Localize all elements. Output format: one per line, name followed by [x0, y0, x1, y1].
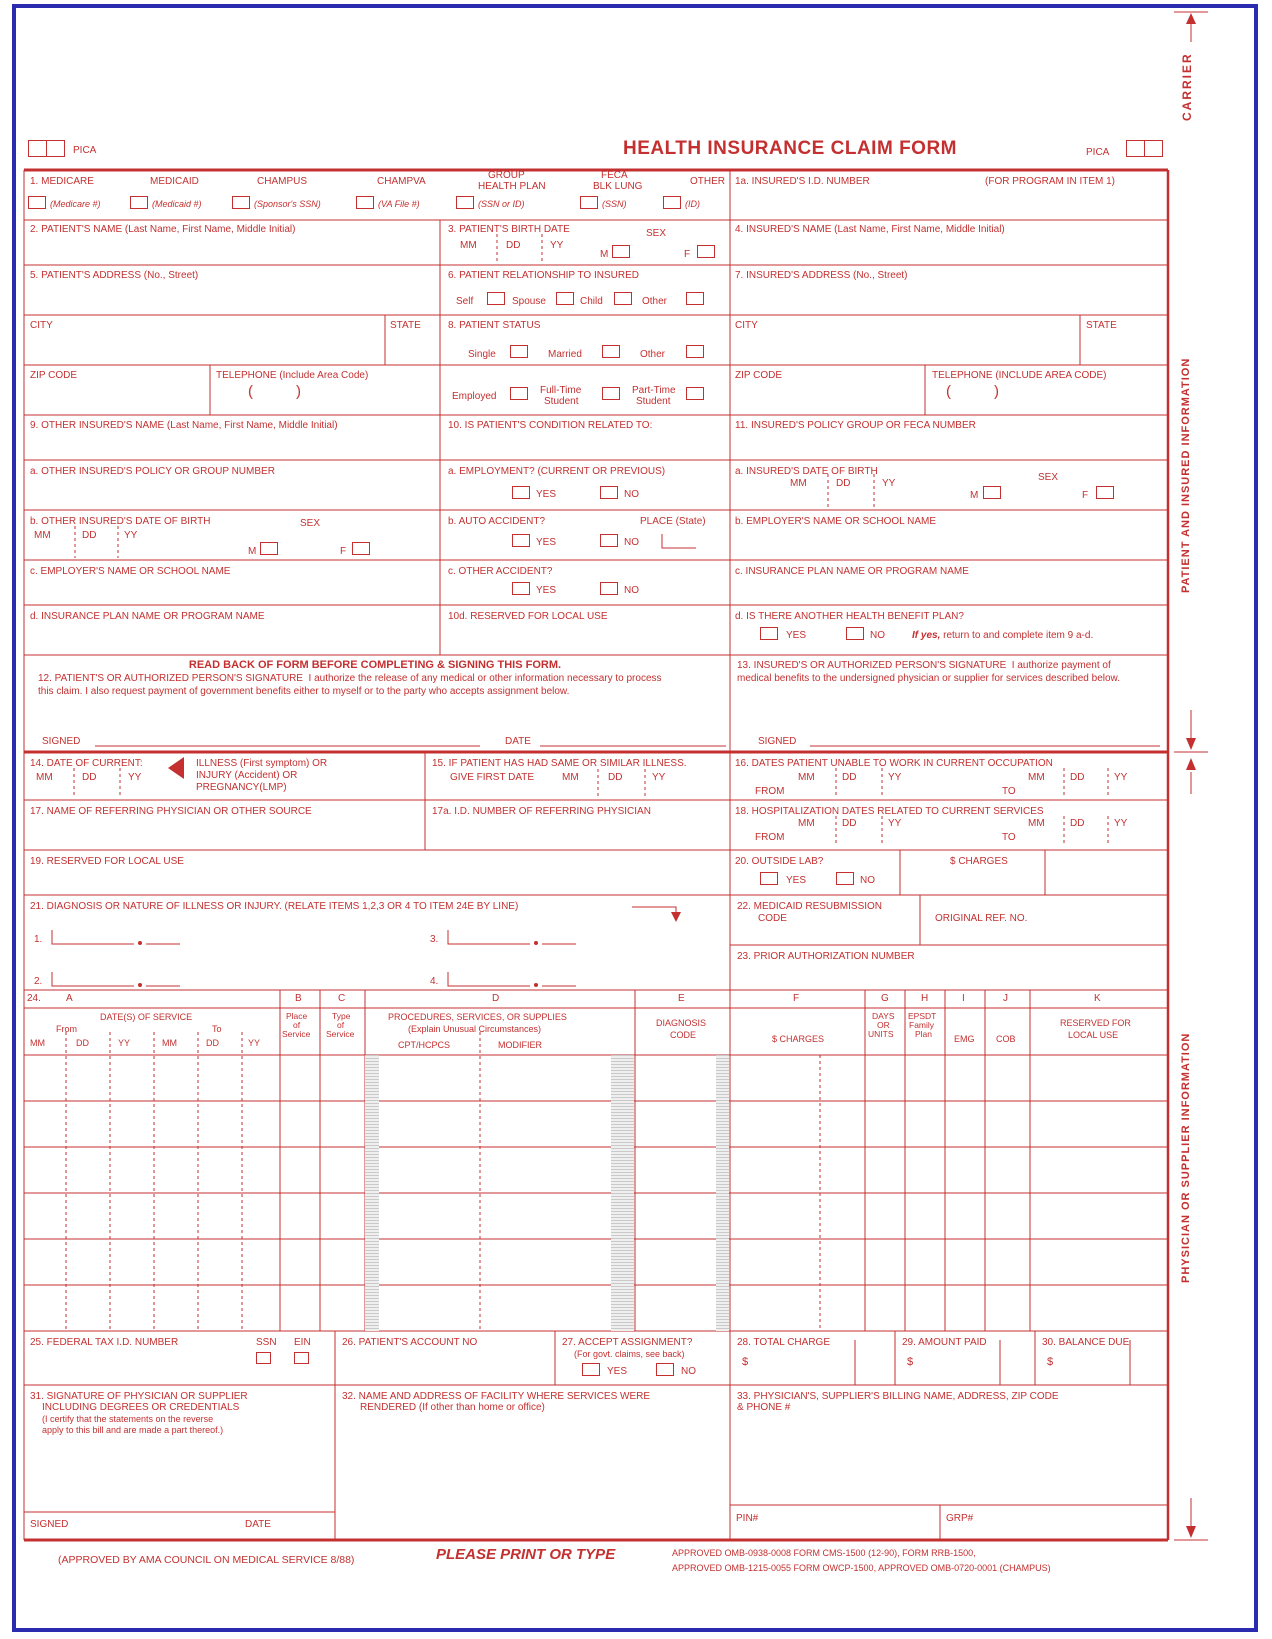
item30-dollar-sign: $	[1047, 1356, 1054, 1368]
item10d-label: 10d. RESERVED FOR LOCAL USE	[448, 611, 608, 622]
item27-no-checkbox[interactable]	[656, 1363, 674, 1376]
col-i-emg-label: EMG	[954, 1034, 975, 1044]
item23-label: 23. PRIOR AUTHORIZATION NUMBER	[737, 951, 915, 962]
item28-dollar-sign: $	[742, 1356, 749, 1368]
item2-label: 2. PATIENT'S NAME (Last Name, First Name, Middle Initial)	[30, 224, 296, 235]
item16-label: 16. DATES PATIENT UNABLE TO WORK IN CURRENT OCCUPATION	[735, 758, 1053, 769]
item31-label-2: INCLUDING DEGREES OR CREDENTIALS	[42, 1402, 240, 1413]
item19-label: 19. RESERVED FOR LOCAL USE	[30, 856, 184, 867]
item15-givefirstdate-label: GIVE FIRST DATE	[450, 772, 535, 783]
item10b-yes-label: YES	[536, 537, 557, 548]
item12-body: I authorize the release of any medical or other information necessary to process this claim. I also request payment of government benefits either to myself or to the party who accepts assignment below.	[38, 673, 662, 697]
item11d-no-checkbox[interactable]	[846, 627, 864, 640]
item11a-mm: MM	[790, 478, 807, 489]
item8-parttime-label-1: Part-Time	[632, 385, 676, 396]
item10b-yes-checkbox[interactable]	[512, 534, 530, 547]
item11d-ifyes-note	[912, 630, 1093, 641]
item9b-f-label: F	[340, 546, 347, 557]
item18-from-mm: MM	[798, 818, 815, 829]
item11a-yy: YY	[882, 478, 896, 489]
item1-group-checkbox[interactable]	[456, 196, 474, 209]
service-row-3[interactable]	[24, 1147, 1168, 1193]
item11a-f-label: F	[1082, 490, 1089, 501]
col-a-dd2: DD	[206, 1038, 219, 1048]
pica-box-right-2[interactable]	[1144, 140, 1163, 157]
col-h-epsdt-3: Plan	[915, 1029, 933, 1039]
item8-other-label: Other	[640, 349, 666, 360]
item1-medicaid-checkbox[interactable]	[130, 196, 148, 209]
form-title: HEALTH INSURANCE CLAIM FORM	[622, 138, 957, 159]
item13-text	[737, 660, 1147, 685]
item11a-m-label: M	[970, 490, 979, 501]
item16-from-yy: YY	[888, 772, 902, 783]
patient-state-label: STATE	[390, 320, 421, 331]
col-g-days-3: UNITS	[868, 1029, 894, 1039]
item10a-yes-checkbox[interactable]	[512, 486, 530, 499]
item1-group-sub: (SSN or ID)	[478, 199, 525, 209]
item22-label: 22. MEDICAID RESUBMISSION	[737, 901, 883, 912]
item6-child-label: Child	[580, 296, 603, 307]
patient-phone-rparen: )	[296, 383, 301, 400]
item1-medicare-sub: (Medicare #)	[50, 199, 101, 209]
item6-other-checkbox[interactable]	[686, 292, 704, 305]
item3-f-label: F	[684, 249, 691, 260]
col-b-letter: B	[295, 993, 302, 1004]
item1-medicare-label: 1. MEDICARE	[30, 176, 94, 187]
footer-ama-approval: (APPROVED BY AMA COUNCIL ON MEDICAL SERVICE 8/88)	[58, 1554, 355, 1566]
item16-from-label: FROM	[755, 786, 785, 797]
item20-yes-checkbox[interactable]	[760, 872, 778, 885]
item1-medicaid-label: MEDICAID	[150, 176, 199, 187]
item31-signed-label: SIGNED	[30, 1519, 69, 1530]
item10c-no-checkbox[interactable]	[600, 582, 618, 595]
item8-label: 8. PATIENT STATUS	[448, 320, 541, 331]
item11d-yes-checkbox[interactable]	[760, 627, 778, 640]
item18-from-dd: DD	[842, 818, 857, 829]
item8-fulltime-checkbox[interactable]	[602, 387, 620, 400]
col-d-proc-sub: (Explain Unusual Circumstances)	[408, 1024, 542, 1034]
item31-date-label: DATE	[245, 1519, 271, 1530]
insured-phone-lparen: (	[946, 383, 951, 400]
item11d-no-label: NO	[870, 630, 885, 641]
item21-diag4-label: 4.	[430, 976, 439, 987]
item27-yes-checkbox[interactable]	[582, 1363, 600, 1376]
item30-label: 30. BALANCE DUE	[1042, 1337, 1130, 1348]
item18-from-yy: YY	[888, 818, 902, 829]
item31-label-1: 31. SIGNATURE OF PHYSICIAN OR SUPPLIER	[30, 1391, 248, 1402]
insured-zip-label: ZIP CODE	[735, 370, 783, 381]
item8-employed-label: Employed	[452, 391, 497, 402]
item1-group-label-1: GROUP	[488, 170, 525, 181]
item9b-m-label: M	[248, 546, 257, 557]
item25-ein-label: EIN	[294, 1337, 311, 1348]
item11d-ifyes: If yes,	[912, 630, 941, 641]
item1a-note: (FOR PROGRAM IN ITEM 1)	[985, 176, 1115, 187]
patient-zip-label: ZIP CODE	[30, 370, 78, 381]
col-k-reserved-2: LOCAL USE	[1068, 1030, 1119, 1040]
item15-dd: DD	[608, 772, 623, 783]
item10b-no-label: NO	[624, 537, 639, 548]
item8-married-label: Married	[548, 349, 582, 360]
patient-insured-section-label: PATIENT AND INSURED INFORMATION	[1180, 357, 1192, 593]
item14-yy: YY	[128, 772, 142, 783]
service-row-6[interactable]	[24, 1285, 1168, 1331]
patient-phone-label: TELEPHONE (Include Area Code)	[216, 370, 369, 381]
item12-label: 12. PATIENT'S OR AUTHORIZED PERSON'S SIGNATURE	[38, 673, 303, 684]
item14-mm: MM	[36, 772, 53, 783]
item11d-label: d. IS THERE ANOTHER HEALTH BENEFIT PLAN?	[735, 611, 964, 622]
item3-f-checkbox[interactable]	[697, 245, 715, 258]
item27-label: 27. ACCEPT ASSIGNMENT?	[562, 1337, 693, 1348]
item22-origref-label: ORIGINAL REF. NO.	[935, 913, 1028, 924]
item8-fulltime-label-1: Full-Time	[540, 385, 582, 396]
item12-date-label: DATE	[505, 736, 531, 747]
item31-label-4: apply to this bill and are made a part thereof.)	[42, 1425, 224, 1435]
item13-body: I authorize payment of medical benefits to the undersigned physician or supplier for services described below.	[737, 660, 1120, 684]
item1-feca-checkbox[interactable]	[580, 196, 598, 209]
item14-pregnancy-label: PREGNANCY(LMP)	[196, 782, 287, 793]
item1-feca-label-2: BLK LUNG	[593, 181, 643, 192]
col-f-letter: F	[793, 993, 800, 1004]
item11a-label: a. INSURED'S DATE OF BIRTH	[735, 466, 878, 477]
footer-omb-line-1: APPROVED OMB-0938-0008 FORM CMS-1500 (12-90), FORM RRB-1500,	[672, 1548, 976, 1558]
item1-other-label: OTHER	[690, 176, 725, 187]
item33-grp-label: GRP#	[946, 1513, 974, 1524]
item14-dd: DD	[82, 772, 97, 783]
insured-phone-rparen: )	[994, 383, 999, 400]
item9b-mm: MM	[34, 530, 51, 541]
col-h-epsdt-1: EPSDT	[908, 1011, 937, 1021]
col-e-diagnosis-1: DIAGNOSIS	[656, 1018, 707, 1028]
item5-label: 5. PATIENT'S ADDRESS (No., Street)	[30, 270, 199, 281]
item6-self-label: Self	[456, 296, 474, 307]
item8-parttime-checkbox[interactable]	[686, 387, 704, 400]
item10b-no-checkbox[interactable]	[600, 534, 618, 547]
item13-label: 13. INSURED'S OR AUTHORIZED PERSON'S SIGNATURE	[737, 660, 1007, 671]
item10c-no-label: NO	[624, 585, 639, 596]
patient-phone-lparen: (	[248, 383, 253, 400]
insured-state-label: STATE	[1086, 320, 1117, 331]
col-a-from-label: From	[56, 1024, 77, 1034]
item10c-yes-label: YES	[536, 585, 557, 596]
item32-label-1: 32. NAME AND ADDRESS OF FACILITY WHERE SERVICES WERE	[342, 1391, 651, 1402]
service-row-4[interactable]	[24, 1193, 1168, 1239]
item3-yy: YY	[550, 240, 564, 251]
col-g-days-1: DAYS	[872, 1011, 895, 1021]
item1-champva-sub: (VA File #)	[378, 199, 420, 209]
footer-omb-line-2: APPROVED OMB-1215-0055 FORM OWCP-1500, APPROVED OMB-0720-0001 (CHAMPUS)	[672, 1563, 1051, 1573]
item12-text	[38, 673, 678, 698]
col-a-letter: A	[66, 993, 73, 1004]
item27-no-label: NO	[681, 1366, 696, 1377]
item8-other-checkbox[interactable]	[686, 345, 704, 358]
col-j-letter: J	[1003, 993, 1008, 1004]
item21-diag1-label: 1.	[34, 934, 43, 945]
carrier-section-label: CARRIER	[1180, 52, 1194, 122]
item31-label-3: (I certify that the statements on the reverse	[42, 1414, 214, 1424]
patient-city-label: CITY	[30, 320, 53, 331]
pica-label-left: PICA	[73, 145, 97, 156]
item18-to-mm: MM	[1028, 818, 1045, 829]
item8-single-label: Single	[468, 349, 496, 360]
item15-yy: YY	[652, 772, 666, 783]
item11a-sex: SEX	[1038, 472, 1059, 483]
col-a-to-label: To	[212, 1024, 222, 1034]
col-a-dos-label: DATE(S) OF SERVICE	[100, 1012, 193, 1022]
item18-to-dd: DD	[1070, 818, 1085, 829]
physician-supplier-section-label: PHYSICIAN OR SUPPLIER INFORMATION	[1180, 1032, 1192, 1283]
item6-spouse-label: Spouse	[512, 296, 546, 307]
item20-no-label: NO	[860, 875, 875, 886]
item13-signed-label: SIGNED	[758, 736, 797, 747]
item9b-yy: YY	[124, 530, 138, 541]
col-b-place-1: Place	[286, 1011, 308, 1021]
item17a-label: 17a. I.D. NUMBER OF REFERRING PHYSICIAN	[432, 806, 651, 817]
item10b-place-label: PLACE (State)	[640, 516, 706, 527]
item15-mm: MM	[562, 772, 579, 783]
item1-other-checkbox[interactable]	[663, 196, 681, 209]
item1-champva-label: CHAMPVA	[377, 176, 426, 187]
item10c-label: c. OTHER ACCIDENT?	[448, 566, 553, 577]
col-g-letter: G	[881, 993, 889, 1004]
item8-employed-checkbox[interactable]	[510, 387, 528, 400]
item6-child-checkbox[interactable]	[614, 292, 632, 305]
col-c-type-1: Type	[332, 1011, 351, 1021]
item11a-f-checkbox[interactable]	[1096, 486, 1114, 499]
item10b-label: b. AUTO ACCIDENT?	[448, 516, 546, 527]
item10a-yes-label: YES	[536, 489, 557, 500]
item33-label-1: 33. PHYSICIAN'S, SUPPLIER'S BILLING NAME, ADDRESS, ZIP CODE	[737, 1391, 1059, 1402]
item1-champus-checkbox[interactable]	[232, 196, 250, 209]
col-b-place-2: of	[293, 1020, 301, 1030]
item9b-label: b. OTHER INSURED'S DATE OF BIRTH	[30, 516, 211, 527]
item26-label: 26. PATIENT'S ACCOUNT NO	[342, 1337, 478, 1348]
item1-group-label-2: HEALTH PLAN	[478, 181, 546, 192]
item27-yes-label: YES	[607, 1366, 628, 1377]
insured-city-label: CITY	[735, 320, 758, 331]
item3-label: 3. PATIENT'S BIRTH DATE	[448, 224, 570, 235]
pica-box-right-1[interactable]	[1126, 140, 1145, 157]
item29-dollar-sign: $	[907, 1356, 914, 1368]
col-k-letter: K	[1094, 993, 1101, 1004]
item18-from-label: FROM	[755, 832, 785, 843]
pica-label-right: PICA	[1086, 147, 1110, 158]
item11a-dd: DD	[836, 478, 851, 489]
item10c-yes-checkbox[interactable]	[512, 582, 530, 595]
insured-phone-label: TELEPHONE (INCLUDE AREA CODE)	[932, 370, 1107, 381]
service-row-2[interactable]	[24, 1101, 1168, 1147]
item18-label: 18. HOSPITALIZATION DATES RELATED TO CURRENT SERVICES	[735, 806, 1044, 817]
item3-dd: DD	[506, 240, 521, 251]
item8-parttime-label-2: Student	[636, 396, 671, 407]
item16-from-mm: MM	[798, 772, 815, 783]
item1-medicare-checkbox[interactable]	[28, 196, 46, 209]
item3-m-checkbox[interactable]	[612, 245, 630, 258]
item3-m-label: M	[600, 249, 609, 260]
item14-illness-label: ILLNESS (First symptom) OR	[196, 758, 328, 769]
item1-champva-checkbox[interactable]	[356, 196, 374, 209]
item10a-no-label: NO	[624, 489, 639, 500]
item6-label: 6. PATIENT RELATIONSHIP TO INSURED	[448, 270, 639, 281]
col-k-reserved-1: RESERVED FOR	[1060, 1018, 1131, 1028]
service-row-5[interactable]	[24, 1239, 1168, 1285]
col-c-type-2: of	[337, 1020, 345, 1030]
col-c-type-3: Service	[326, 1029, 355, 1039]
item18-to-yy: YY	[1114, 818, 1128, 829]
item8-married-checkbox[interactable]	[602, 345, 620, 358]
pica-box-left-2[interactable]	[46, 140, 65, 157]
col-d-cpt-label: CPT/HCPCS	[398, 1040, 451, 1050]
item16-to-yy: YY	[1114, 772, 1128, 783]
item27-sub-label: (For govt. claims, see back)	[574, 1349, 685, 1359]
item11b-label: b. EMPLOYER'S NAME OR SCHOOL NAME	[735, 516, 937, 527]
col-d-modifier-label: MODIFIER	[498, 1040, 542, 1050]
item21-diag2-label: 2.	[34, 976, 43, 987]
item20-charges-label: $ CHARGES	[950, 856, 1008, 867]
item6-self-checkbox[interactable]	[487, 292, 505, 305]
item10a-label: a. EMPLOYMENT? (CURRENT OR PREVIOUS)	[448, 466, 666, 477]
item11a-m-checkbox[interactable]	[983, 486, 1001, 499]
footer-print-or-type: PLEASE PRINT OR TYPE	[436, 1546, 616, 1563]
item33-label-2: & PHONE #	[737, 1402, 791, 1413]
item28-label: 28. TOTAL CHARGE	[737, 1337, 830, 1348]
item11d-yes-label: YES	[786, 630, 807, 641]
item3-mm: MM	[460, 240, 477, 251]
col-d-proc-label: PROCEDURES, SERVICES, OR SUPPLIES	[388, 1012, 567, 1022]
item9d-label: d. INSURANCE PLAN NAME OR PROGRAM NAME	[30, 611, 265, 622]
col-a-yy1: YY	[118, 1038, 131, 1048]
item16-from-dd: DD	[842, 772, 857, 783]
col-e-diagnosis-2: CODE	[670, 1030, 697, 1040]
col-b-place-3: Service	[282, 1029, 311, 1039]
item20-label: 20. OUTSIDE LAB?	[735, 856, 824, 867]
col-d-letter: D	[492, 993, 500, 1004]
item9b-dd: DD	[82, 530, 97, 541]
pica-box-left-1[interactable]	[28, 140, 47, 157]
item14-label: 14. DATE OF CURRENT:	[30, 758, 143, 769]
item1-feca-label-1: FECA	[601, 170, 628, 181]
item17-label: 17. NAME OF REFERRING PHYSICIAN OR OTHER SOURCE	[30, 806, 312, 817]
item9c-label: c. EMPLOYER'S NAME OR SCHOOL NAME	[30, 566, 231, 577]
item1-other-sub: (ID)	[685, 199, 700, 209]
item15-label: 15. IF PATIENT HAS HAD SAME OR SIMILAR ILLNESS.	[432, 758, 687, 769]
col-h-letter: H	[921, 993, 929, 1004]
item25-ssn-checkbox[interactable]	[256, 1352, 271, 1364]
item6-other-label: Other	[642, 296, 668, 307]
item9a-label: a. OTHER INSURED'S POLICY OR GROUP NUMBER	[30, 466, 275, 477]
item11-label: 11. INSURED'S POLICY GROUP OR FECA NUMBER	[735, 420, 976, 431]
item21-diag3-label: 3.	[430, 934, 439, 945]
col-a-dd1: DD	[76, 1038, 89, 1048]
item14-injury-label: INJURY (Accident) OR	[196, 770, 298, 781]
item9-label: 9. OTHER INSURED'S NAME (Last Name, First Name, Middle Initial)	[30, 420, 338, 431]
item21-label: 21. DIAGNOSIS OR NATURE OF ILLNESS OR INJURY. (RELATE ITEMS 1,2,3 OR 4 TO ITEM 24E BY LINE)	[30, 901, 519, 912]
col-a-mm2: MM	[162, 1038, 177, 1048]
item9b-m-checkbox[interactable]	[260, 542, 278, 555]
item1-feca-sub: (SSN)	[602, 199, 627, 209]
item3-sex: SEX	[646, 228, 667, 239]
readback-note: READ BACK OF FORM BEFORE COMPLETING & SIGNING THIS FORM.	[188, 659, 562, 671]
item9b-sex: SEX	[300, 518, 321, 529]
item16-to-mm: MM	[1028, 772, 1045, 783]
item12-signed-label: SIGNED	[42, 736, 81, 747]
item24-num: 24.	[27, 993, 41, 1004]
item22-code-label: CODE	[758, 913, 787, 924]
item1-medicaid-sub: (Medicaid #)	[152, 199, 202, 209]
col-j-cob-label: COB	[996, 1034, 1016, 1044]
item1a-label: 1a. INSURED'S I.D. NUMBER	[735, 176, 870, 187]
service-row-1[interactable]	[24, 1055, 1168, 1101]
item16-to-label: TO	[1002, 786, 1016, 797]
item25-ssn-label: SSN	[256, 1337, 277, 1348]
col-h-epsdt-2: Family	[909, 1020, 935, 1030]
col-c-letter: C	[338, 993, 346, 1004]
item25-ein-checkbox[interactable]	[294, 1352, 309, 1364]
col-i-letter: I	[962, 993, 965, 1004]
item10a-no-checkbox[interactable]	[600, 486, 618, 499]
item18-to-label: TO	[1002, 832, 1016, 843]
col-a-mm1: MM	[30, 1038, 45, 1048]
item33-pin-label: PIN#	[736, 1513, 759, 1524]
item8-single-checkbox[interactable]	[510, 345, 528, 358]
item11d-ifyes-rest: return to and complete item 9 a-d.	[943, 630, 1094, 641]
item6-spouse-checkbox[interactable]	[556, 292, 574, 305]
item11c-label: c. INSURANCE PLAN NAME OR PROGRAM NAME	[735, 566, 969, 577]
item20-yes-label: YES	[786, 875, 807, 886]
item20-no-checkbox[interactable]	[836, 872, 854, 885]
item1-champus-sub: (Sponsor's SSN)	[254, 199, 321, 209]
item10-label: 10. IS PATIENT'S CONDITION RELATED TO:	[448, 420, 653, 431]
col-g-days-2: OR	[877, 1020, 890, 1030]
col-e-letter: E	[678, 993, 685, 1004]
item4-label: 4. INSURED'S NAME (Last Name, First Name, Middle Initial)	[735, 224, 1005, 235]
item1-champus-label: CHAMPUS	[257, 176, 308, 187]
item25-label: 25. FEDERAL TAX I.D. NUMBER	[30, 1337, 179, 1348]
col-a-yy2: YY	[248, 1038, 261, 1048]
item8-fulltime-label-2: Student	[544, 396, 579, 407]
item29-label: 29. AMOUNT PAID	[902, 1337, 987, 1348]
item9b-f-checkbox[interactable]	[352, 542, 370, 555]
item16-to-dd: DD	[1070, 772, 1085, 783]
col-f-charges-label: $ CHARGES	[772, 1034, 825, 1044]
item7-label: 7. INSURED'S ADDRESS (No., Street)	[735, 270, 908, 281]
item32-label-2: RENDERED (If other than home or office)	[360, 1402, 545, 1413]
